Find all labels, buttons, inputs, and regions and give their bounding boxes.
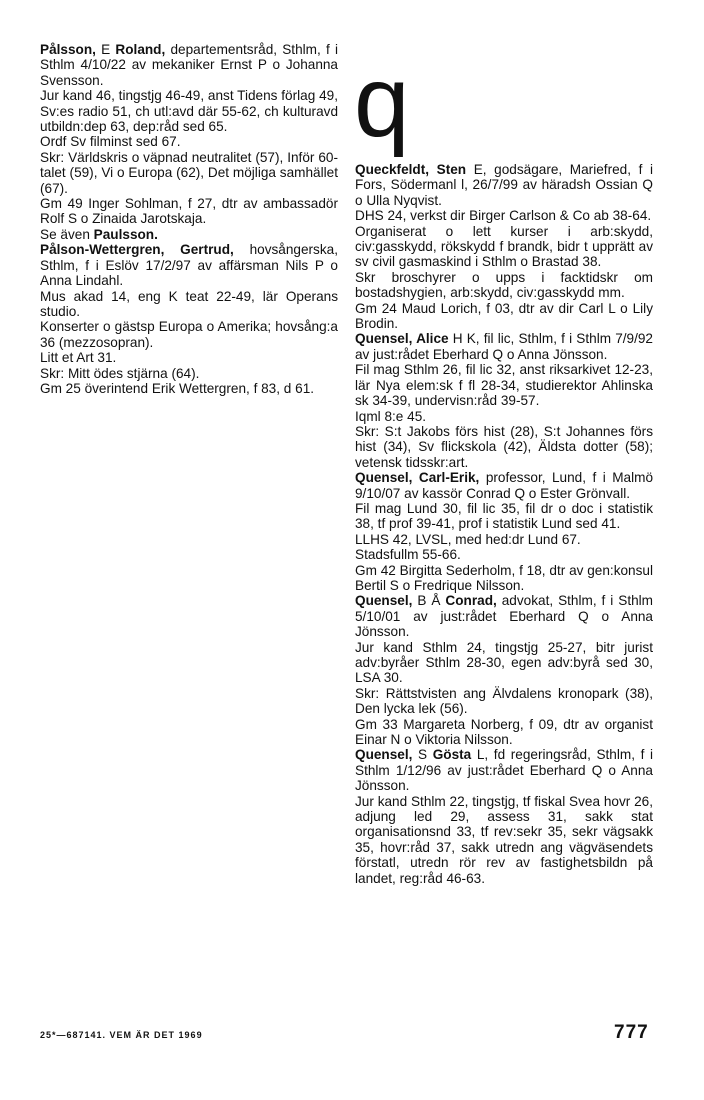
entry-first-line xyxy=(355,331,653,362)
entry-paragraph: Skr: Rättstvisten ang Älvdalens kronopark (38), Den lycka lek (56). xyxy=(355,685,653,717)
entry-paragraph: Ordf Sv filminst sed 67. xyxy=(40,134,181,150)
entry-given-name: Conrad, xyxy=(445,593,497,609)
entry-summary: hovsångerska, Sthlm, f i Eslöv 17/2/97 av affärsman Nils P o Anna Lindahl. xyxy=(40,242,338,289)
entry-quensel-carl-erik xyxy=(355,470,653,593)
left-column xyxy=(40,42,338,396)
entry-paragraph: Gm 42 Birgitta Sederholm, f 18, dtr av gen:konsul Bertil S o Fredrique Nilsson. xyxy=(355,562,653,593)
entry-summary: professor, Lund, f i Malmö 9/10/07 av kassör Conrad Q o Ester Grönvall. xyxy=(355,470,653,501)
entry-paragraph: Fil mag Sthlm 26, fil lic 32, anst riksarkivet 12-23, lär Nya elem:sk f fl 28-34, studierektor Ahlinska sk 34-39, undervisn:råd 39-57. xyxy=(355,362,653,409)
entry-name: Pålsson, xyxy=(40,42,96,57)
entry-quensel-gosta xyxy=(355,747,653,886)
entry-quensel-conrad xyxy=(355,593,653,747)
entry-first-line xyxy=(40,42,338,88)
entry-name: Quensel, xyxy=(355,747,413,763)
entry-paragraph: Iqml 8:e 45. xyxy=(355,408,427,424)
entry-paragraph: Organiserat o lett kurser i arb:skydd, civ:gasskydd, rökskydd f brandk, bidr t upprätt av sv civil gasmaskind i Sthlm o Brastad 38. xyxy=(355,223,653,270)
entry-paragraph: Jur kand Sthlm 22, tingstjg, tf fiskal Svea hovr 26, adjung led 29, assess 31, sakk stat organisationsnd 33, tf rev:sekr 35, sekr vägsakk 35, hovr:råd 37, sakk utredn ang vägväsendets förstatl, utredn rör rev av fastighetsbildn på landet, reg:råd 46-63. xyxy=(355,793,653,886)
entry-paragraph: Jur kand Sthlm 24, tingstjg 25-27, bitr jurist adv:byråer Sthlm 28-30, egen adv:byrå sed 30, LSA 30. xyxy=(355,639,653,686)
entry-paragraph: Skr: S:t Jakobs förs hist (28), S:t Johannes förs hist (34), Sv flickskola (42), Äldsta dotter (58); vetensk tidsskr:art. xyxy=(355,423,653,470)
entry-first-line xyxy=(355,593,653,639)
entry-given-name: Roland, xyxy=(115,42,166,57)
entry-paragraph: Skr: Mitt ödes stjärna (64). xyxy=(40,365,200,381)
entry-name: Pålson-Wettergren, Gertrud, xyxy=(40,242,234,258)
entry-summary: departementsråd, Sthlm, f i Sthlm 4/10/22 av mekaniker Ernst P o Johanna Svensson. xyxy=(40,42,338,88)
entry-paragraph: Gm 24 Maud Lorich, f 03, dtr av dir Carl L o Lily Brodin. xyxy=(355,300,653,332)
entry-paragraph: DHS 24, verkst dir Birger Carlson & Co ab 38-64. xyxy=(355,208,652,224)
entry-paragraph: LLHS 42, LVSL, med hed:dr Lund 67. xyxy=(355,531,581,547)
entry-name: Quensel, Alice xyxy=(355,331,449,347)
entry-first-line xyxy=(355,162,653,208)
footer-imprint: 25*—687141. VEM ÄR DET 1969 xyxy=(40,1030,203,1040)
entry-summary: H K, fil lic, Sthlm, f i Sthlm 7/9/92 av just:rådet Eberhard Q o Anna Jönsson. xyxy=(355,331,653,362)
entry-paragraph: Konserter o gästsp Europa o Amerika; hovsång:a 36 (mezzosopran). xyxy=(40,319,338,350)
entry-queckfeldt xyxy=(355,162,653,331)
page-number: 777 xyxy=(614,1022,649,1043)
entry-name: Quensel, xyxy=(355,593,413,609)
entry-first-line xyxy=(355,470,653,501)
entry-paragraph: Gm 25 överintend Erik Wettergren, f 83, d 61. xyxy=(40,380,315,396)
entry-paragraph: Skr: Världskris o väpnad neutralitet (57), Inför 60-talet (59), Vi o Europa (62), Det möjliga samhället (67). xyxy=(40,149,338,196)
entry-quensel-alice xyxy=(355,331,653,470)
see-also xyxy=(40,227,338,242)
right-column xyxy=(355,162,653,886)
entry-palson-wettergren xyxy=(40,242,338,396)
entry-paragraph: Litt et Art 31. xyxy=(40,350,117,366)
entry-summary: advokat, Sthlm, f i Sthlm 5/10/01 av just:rådet Eberhard Q o Anna Jönsson. xyxy=(355,593,654,640)
entry-name: Queckfeldt, Sten xyxy=(355,162,467,177)
entry-first-line xyxy=(355,747,653,793)
entry-first-line xyxy=(40,242,338,288)
entry-paragraph: Stadsfullm 55-66. xyxy=(355,547,461,563)
entry-given-name: Gösta xyxy=(432,747,472,763)
entry-initial: S xyxy=(412,747,433,763)
entry-initial: E xyxy=(95,42,116,57)
entry-paragraph: Gm 33 Margareta Norberg, f 09, dtr av organist Einar N o Viktoria Nilsson. xyxy=(355,716,653,748)
see-also-prefix: Se även xyxy=(40,226,94,242)
entry-paragraph: Jur kand 46, tingstjg 46-49, anst Tidens förlag 49, Sv:es radio 51, ch utl:avd där 55-62, ch kulturavd utbildn:dep 63, dep:råd sed 65. xyxy=(40,88,338,135)
section-letter: q xyxy=(354,46,410,158)
entry-paragraph: Fil mag Lund 30, fil lic 35, fil dr o doc i statistik 38, tf prof 39-41, prof i statistik Lund sed 41. xyxy=(355,500,653,532)
entry-summary: E, godsägare, Mariefred, f i Fors, Södermanl l, 26/7/99 av häradsh Ossian Q o Ulla Nyqvist. xyxy=(355,162,654,208)
see-also-name: Paulsson. xyxy=(93,226,158,242)
entry-palsson-roland xyxy=(40,42,338,242)
entry-paragraph: Skr broschyrer o upps i facktidskr om bostadshygien, arb:skydd, civ:gasskydd mm. xyxy=(355,269,653,301)
entry-name: Quensel, Carl-Erik, xyxy=(355,470,480,486)
entry-initial: B Å xyxy=(412,593,446,609)
entry-paragraph: Gm 49 Inger Sohlman, f 27, dtr av ambassadör Rolf S o Zinaida Jarotskaja. xyxy=(40,196,338,227)
entry-summary: L, fd regeringsråd, Sthlm, f i Sthlm 1/12/96 av just:rådet Eberhard Q o Anna Jönsson. xyxy=(355,747,653,794)
entry-paragraph: Mus akad 14, eng K teat 22-49, lär Operans studio. xyxy=(40,288,338,319)
